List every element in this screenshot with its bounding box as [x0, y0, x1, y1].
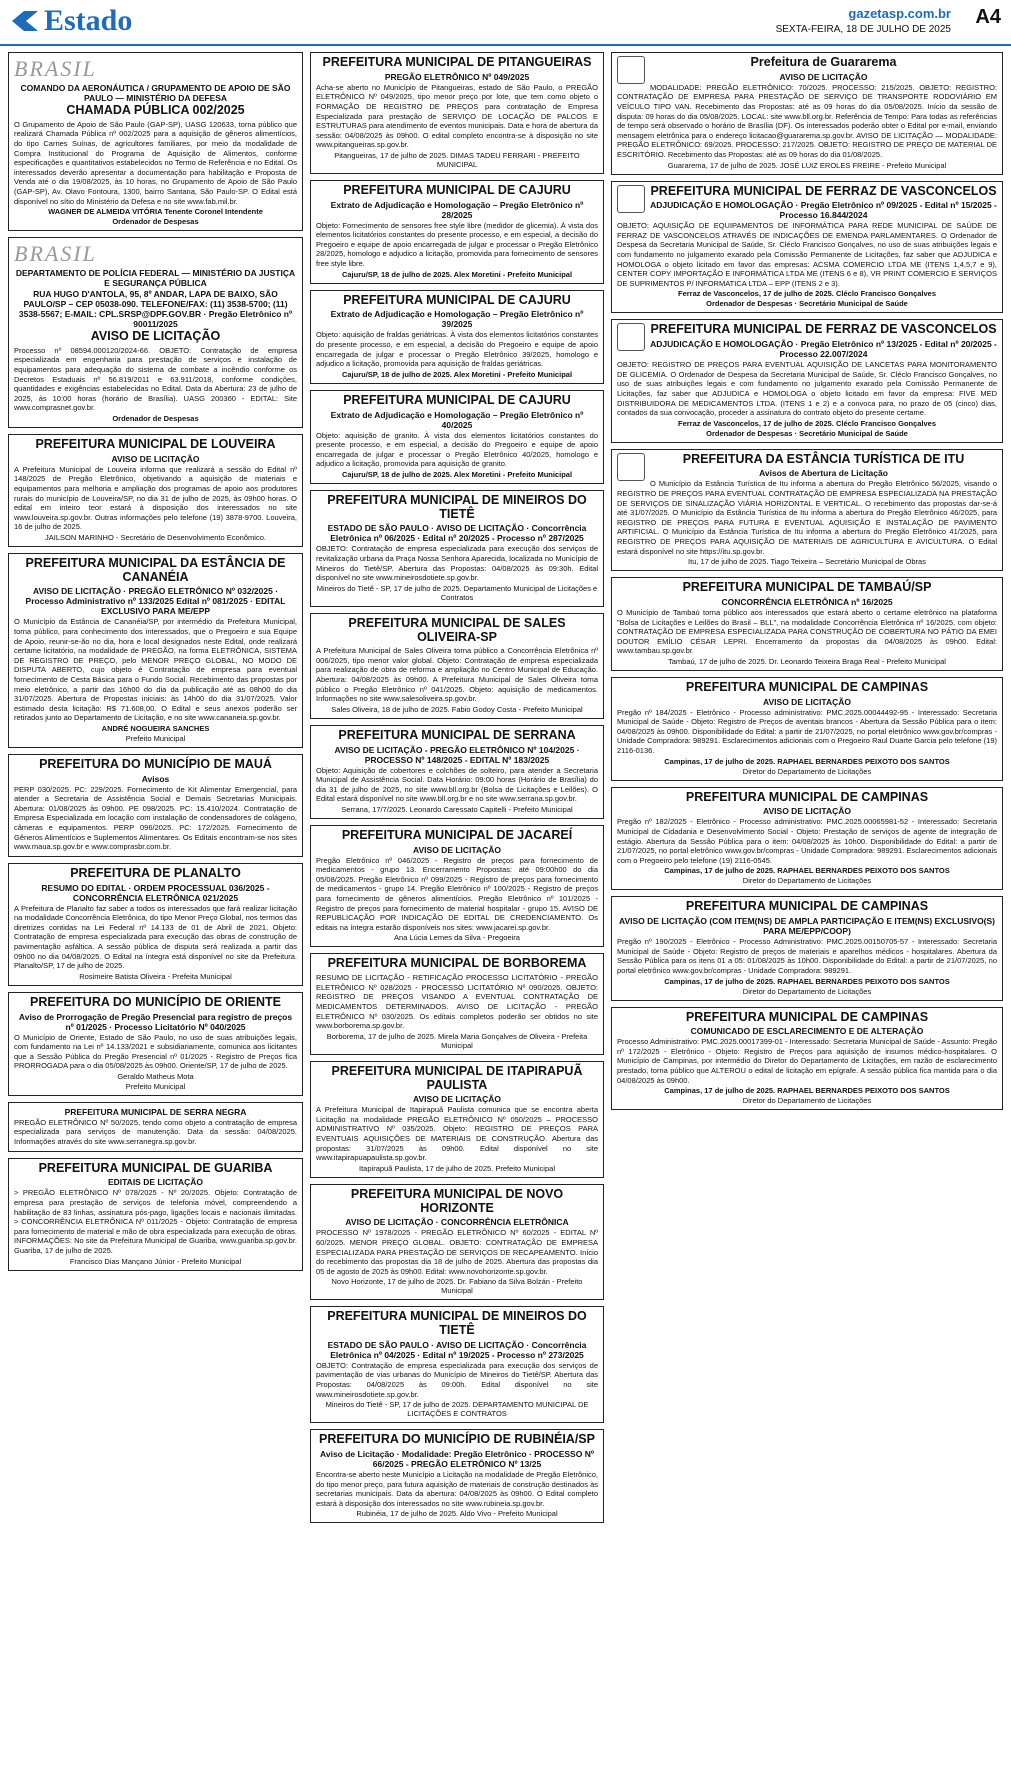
notice-title: PREFEITURA MUNICIPAL DE BORBOREMA — [327, 956, 587, 971]
notice-signature: Ferraz de Vasconcelos, 17 de julho de 2025. Cléclo Francisco Gonçalves — [677, 289, 937, 299]
notice-signature: Itapirapuã Paulista, 17 de julho de 2025. Prefeito Municipal — [359, 1163, 555, 1173]
notice-novo-horizonte — [310, 1184, 604, 1300]
notice-signature: Geraldo Matheus Mota — [117, 1071, 194, 1081]
governo-federal-logo: BRASIL — [14, 241, 97, 267]
itu-coat-of-arms-icon — [617, 453, 645, 481]
page-number: A4 — [975, 6, 1001, 28]
notice-subtitle: AVISO DE LICITAÇÃO — [413, 844, 501, 855]
notice-role: Ordenador de Despesas — [112, 414, 199, 423]
notice-ferraz-09 — [611, 181, 1003, 314]
notice-title: PREFEITURA MUNICIPAL DE MINEIROS DO TIETÊ — [327, 492, 587, 521]
notice-subtitle: ADJUDICAÇÃO E HOMOLOGAÇÃO · Pregão Eletrônico nº 09/2025 - Edital nº 15/2025 - Processo 16.844/2024 — [650, 200, 997, 221]
notice-signature: Cajuru/SP, 18 de julho de 2025. Alex Moretini - Prefeito Municipal — [341, 269, 573, 279]
notice-signature: Sales Oliveira, 18 de julho de 2025. Fabio Godoy Costa - Prefeito Municipal — [331, 704, 583, 714]
notice-campinas-184 — [611, 677, 1003, 781]
notice-body: PROCESSO Nº 1978/2025 - PREGÃO ELETRÔNICO Nº 60/2025 - EDITAL Nº 60/2025. MENOR PREÇO GLOBAL. OBJETO: CONTRATAÇÃO DE EMPRESA ESPECIALIZADA PARA PRESTAÇÃO DE SERVIÇOS DE RECAPEAMENTO. Início do recebimento das propostas dia 18 de julho de 2025. Abertura das propostas dia 05 de agosto de 2025 às 09h00. Edital: www.novohorizonte.sp.gov.br. — [316, 1228, 598, 1276]
notice-title: PREFEITURA DO MUNICÍPIO DE ORIENTE — [30, 994, 281, 1009]
notice-role: Prefeito Municipal — [125, 733, 186, 743]
notice-body: Processo Administrativo: PMC.2025.00017399-01 - Interessado: Secretaria Municipal de Saúde - Assunto: Pregão nº 172/2025 - Eletrônico - Objeto: Registro de Preços para aquisição de insumos médico-hospitalares. O Município de Campinas, por intermédio do Diretor do Departamento de Licitações, em razão de esclarecimento prestado, torna público que ALTEROU o edital de licitação em epígrafe. A sessão pública fica mantida para o dia 04/08/2025 às 09h00. — [617, 1037, 997, 1085]
notice-role: Ordenador de Despesas · Secretário Municipal de Saúde — [706, 299, 908, 309]
notice-body: PERP 030/2025. PC: 229/2025. Fornecimento de Kit Alimentar Emergencial, para atender a Secretaria de Assistência Social e Demais Secretarias Municipais. Abertura: 01/08/2025 às 09h00. PE 098/2025. PC: 15.410/2024. Contratação de Empresa Especializada em locação com instalação de condensadores de colágeno, câmeras e equipamentos. PERP 096/2025. PC: 172/2025. Fornecimento de Gêneros Alimentícios e Suplementos Alimentares. Os Editais encontram-se nos sites www.maua.sp.gov.br e www.comprasbr.com.br. — [14, 784, 297, 852]
gazeta-logo-icon — [10, 9, 40, 33]
notice-campinas-190 — [611, 896, 1003, 1000]
notice-subtitle: RUA HUGO D'ANTOLA, 95, 8º ANDAR, LAPA DE BAIXO, SÃO PAULO/SP – CEP 05038-090. TELEFONE/FAX: (11) 3538-5700; (11) 3538-5567; E-MAIL: CPL.SRSP@DPF.GOV.BR · Pregão Eletrônico nº 90011/2025 — [18, 289, 293, 330]
notice-title: PREFEITURA MUNICIPAL DE SERRA NEGRA — [64, 1106, 247, 1117]
notice-title: Prefeitura de Guararema — [750, 55, 897, 69]
notice-body: Objeto: Aquisição de cobertores e colchões de solteiro, para atender a Secretaria Municipal de Assistência Social. Data Horário: 09:00 horas (Horário de Brasília) do dia 31 de julho de 2025, no site www.bll.org.br (Bolsa de Licitações e Leilões). O Edital estará disponível no site www.bll.org.br e no site www.serrana.sp.gov.br. — [316, 765, 598, 804]
notice-subtitle: AVISO DE LICITAÇÃO · PREGÃO ELETRÔNICO Nº 032/2025 · Processo Administrativo nº 133/2025 Edital nº 081/2025 · EDITAL EXCLUSIVO PARA ME/EPP — [25, 586, 286, 617]
notice-mineiros-06 — [310, 490, 604, 607]
notice-subtitle: AVISO DE LICITAÇÃO — [763, 806, 851, 817]
notice-signature: Rubinéia, 17 de julho de 2025. Aldo Vivo - Prefeito Municipal — [356, 1509, 558, 1519]
notice-title: PREFEITURA MUNICIPAL DE NOVO HORIZONTE — [350, 1186, 564, 1215]
notice-planalto — [8, 863, 303, 986]
notice-signature: ANDRÉ NOGUEIRA SANCHES — [101, 723, 210, 733]
notice-body: Objeto: Fornecimento de sensores free style libre (medidor de glicemia). À vista dos elementos licitatórios constantes do presente processo, e em especial, a decisão do Pregoeiro e equipe de apoio encarregada de julgar e processar o Pregão Eletrônico 28/2025, homologo e adjudico a licitação, promovida para fornecimento de sensores free style libre. — [316, 220, 598, 269]
notice-title: PREFEITURA MUNICIPAL DE SERRANA — [338, 727, 576, 742]
notice-body: > PREGÃO ELETRÔNICO Nº 078/2025 - Nº 20/2025. Objeto: Contratação de empresa para prestação de serviços de telefonia móvel, compreendendo a habilitação de 83 linhas, assinatura pós-pago, ligações locais e nacionais ilimitadas. > CONCORRÊNCIA ELETRÔNICA Nº 011/2025 - Objeto: Contratação de empresa para fornecimento de material e mão de obra especializada para execução de obras. INFORMAÇÕES: No site da Prefeitura Municipal de Guariba, www.guariba.sp.gov.br. Guariba, 17 de julho de 2025. — [14, 1188, 297, 1255]
notice-title: PREFEITURA DA ESTÂNCIA TURÍSTICA DE ITU — [682, 451, 965, 466]
notice-mineiros-04 — [310, 1306, 604, 1423]
notice-subtitle: AVISO DE LICITAÇÃO — [111, 453, 200, 464]
notice-subtitle: AVISO DE LICITAÇÃO - PREGÃO ELETRÔNICO Nº 104/2025 · PROCESSO Nº 148/2025 - EDITAL Nº 183/2025 — [334, 744, 580, 765]
column-3 — [611, 52, 1003, 1776]
notice-subtitle: AVISO DE LICITAÇÃO — [779, 71, 868, 82]
notice-cajuru-39 — [310, 290, 604, 384]
notice-guararema — [611, 52, 1003, 175]
notice-title: PREFEITURA MUNICIPAL DE CAMPINAS — [685, 789, 929, 804]
notice-role: Prefeito Municipal — [125, 1081, 186, 1091]
notice-org: COMANDO DA AERONÁUTICA / GRUPAMENTO DE APOIO DE SÃO PAULO — MINISTÉRIO DA DEFESA — [20, 83, 291, 103]
notice-body: O Grupamento de Apoio de São Paulo (GAP-SP), UASG 120633, torna público que realizará Chamada Pública nº 002/2025 para a aquisição de gêneros alimentícios, do tipo Carnes Suínas, de agricultores familiares, por meio da modalidade de Compra Institucional do Programa de Aquisição de Alimentos, conforme especificações e quantitativos estabelecidos no Termo de Referência e no Edital. Os interessados deverão apresentar a documentação para habilitação e Proposta de Venda até o dia 19/08/2025, às 10 horas, no Grupamento de Apoio de São Paulo (GAP-SP), Av. Olavo Fontoura, 1300, bairro Santana, São Paulo-SP. O Edital está disponível no sítio do Ministério da Defesa e no site www.fab.mil.br. — [14, 119, 297, 206]
notice-title: PREFEITURA MUNICIPAL DE FERRAZ DE VASCONCELOS — [650, 322, 997, 337]
notice-body: Objeto: aquisição de fraldas geriátricas. À vista dos elementos licitatórios constantes do presente processo, e em especial, a decisão do Pregoeiro e equipe de apoio encarregada de julgar e processar o Pregão Eletrônico 39/2025, homologo e adjudico a licitação, promovida para aquisição de fraldas geriátricas. — [316, 330, 598, 369]
notice-signature: Mineiros do Tietê - SP, 17 de julho de 2025. DEPARTAMENTO MUNICIPAL DE LICITAÇÕES E CONTRATOS — [325, 1400, 589, 1419]
notice-subtitle: ESTADO DE SÃO PAULO · AVISO DE LICITAÇÃO · Concorrência Eletrônica nº 04/2025 · Edital nº 19/2025 - Processo nº 273/2025 — [327, 1339, 587, 1360]
notice-subtitle: ADJUDICAÇÃO E HOMOLOGAÇÃO · Pregão Eletrônico nº 13/2025 - Edital nº 20/2025 - Processo 22.007/2024 — [650, 339, 997, 360]
notice-title: PREFEITURA MUNICIPAL DE CAMPINAS — [685, 679, 929, 694]
notice-signature: WAGNER DE ALMEIDA VITÓRIA Tenente Coronel Intendente — [48, 207, 263, 217]
notice-signature: Novo Horizonte, 17 de julho de 2025. Dr. Fabiano da Silva Bolzán - Prefeito Municipal — [331, 1277, 583, 1296]
notice-body: A Prefeitura Municipal de Sales Oliveira torna público a Concorrência Eletrônica nº 006/2025, tipo menor valor global. Objeto: Contratação de empresa especializada para realização de obra de reforma e ampliação no Centro Municipal de Educação. Abertura: 04/08/2025 às 09h00. A Prefeitura Municipal de Sales Oliveira torna público o Pregão Eletrônico nº 041/2025. Objeto: aquisição de medicamentos. Informações no site www.salesoliveira.sp.gov.br. — [316, 646, 598, 704]
notice-oriente — [8, 992, 303, 1096]
notice-body: O Município da Estância Turística de Itu informa a abertura do Pregão Eletrônico 56/2025, visando o REGISTRO DE PREÇOS PARA EVENTUAL CONTRATAÇÃO DE EMPRESA ESPECIALIZADA NA PRESTAÇÃO DE SERVIÇOS DE SINALIZAÇÃO VIÁRIA HORIZONTAL E VERTICAL. O recebimento das propostas dar-se-á até 31/07/2025. O Município da Estância Turística de Itu informa a abertura do Pregão Eletrônico 46/2025, para REGISTRO DE PREÇOS PARA FUTURA E EVENTUAL AQUISIÇÃO E INSTALAÇÃO DE PAVIMENTO ARTIFICIAL. O Município da Estância Turística de Itu informa a abertura do Pregão Eletrônico 41/2025, para REGISTRO DE PREÇOS PARA AQUISIÇÃO DE MATERIAIS DE AGRICULTURA E AVICULTURA. O Edital estará disponível no site https://itu.sp.gov.br. — [617, 479, 997, 556]
notice-maua — [8, 754, 303, 857]
notice-body: RESUMO DE LICITAÇÃO - RETIFICAÇÃO PROCESSO LICITATÓRIO - PREGÃO ELETRÔNICO Nº 028/2025 - PROCESSO LICITATÓRIO Nº 090/2025. OBJETO: REGISTRO DE PREÇOS VISANDO A EVENTUAL CONTRATAÇÃO DE MEDICAMENTOS DETERMINADOS. AVISO DE LICITAÇÃO - PREGÃO ELETRÔNICO Nº 030/2025. Os editais completos poderão ser obtidos no site www.borborema.sp.gov.br. — [316, 973, 598, 1031]
notice-subtitle: AVISO DE LICITAÇÃO — [763, 696, 851, 707]
notice-body: Objeto: aquisição de granito. À vista dos elementos licitatórios constantes do presente processo, e em especial, a decisão do Pregoeiro e equipe de apoio encarregada de julgar e processar o Pregão Eletrônico 40/2025, homologo e adjudico a licitação, promovida para aquisição de granito. — [316, 430, 598, 469]
notice-signature: Campinas, 17 de julho de 2025. RAPHAEL BERNARDES PEIXOTO DOS SANTOS — [664, 976, 950, 986]
notice-title: PREFEITURA DO MUNICÍPIO DE RUBINÉIA/SP — [319, 1432, 595, 1447]
notice-title: PREFEITURA MUNICIPAL DE TAMBAÚ/SP — [682, 580, 932, 595]
notice-sales-oliveira — [310, 613, 604, 719]
notice-body: Pregão nº 182/2025 - Eletrônico - Processo administrativo: PMC.2025.00065981-52 - Interessado: Secretaria Municipal de Cidadania e Desenvolvimento Social - Objeto: Prestação de serviços de agente de integração de estágio. Abertura da Sessão Pública para o item: 04/08/2025 às 10h00. Disponibilidade do Edital: a partir de 21/07/2025, no portal eletrônico www.gov.br/compras - Unidade Compradora: 989291. Esclarecimentos adicionais com o Pregoeiro pelo telefone (19) 2116-0545. — [617, 817, 997, 865]
notice-signature: Itu, 17 de julho de 2025. Tiago Teixeira – Secretário Municipal de Obras — [688, 557, 926, 567]
notice-role: Diretor do Departamento de Licitações — [742, 876, 872, 886]
notice-body: Processo nº 08594.000120/2024-66. OBJETO: Contratação de empresa especializada em engenharia para prestação de serviços e instalação de equipamentos para adequação do sistema de combate a incêndio conforme os Decretos Estaduais nº 56.819/2011 e 63.911/2018, conforme condições, quantidades e exigências estabelecidas no Edital. Data da Abertura: 23 de julho de 2025, às 10:00 horas (horário de Brasília). UASG 200360 - EDITAL: Site www.comprasnet.gov.br. — [14, 345, 297, 413]
notice-body: O Município de Tambaú torna público aos interessados que estará aberto o certame eletrônico na plataforma "Bolsa de Licitações e Leilões do Brasil – BLL", na modalidade Concorrência Eletrônica nº 16/2025, com objeto: CONTRATAÇÃO DE EMPRESA ESPECIALIZADA PARA CONSTRUÇÃO DE COBERTURA NO PÁTIO DA EMEI DOUTOR EMÍLIO CÉSAR LEPRI. Encerramento da propostas dia 04/08/2025 às 09h00. Edital: www.tambau.sp.gov.br. — [617, 607, 997, 656]
ferraz-coat-of-arms-icon — [617, 323, 645, 351]
notice-signature: Campinas, 17 de julho de 2025. RAPHAEL BERNARDES PEIXOTO DOS SANTOS — [664, 866, 950, 876]
notice-role: Diretor do Departamento de Licitações — [742, 766, 872, 776]
edition-date: SEXTA-FEIRA, 18 DE JULHO DE 2025 — [775, 24, 951, 35]
notice-guariba — [8, 1158, 303, 1271]
notice-subtitle: AVISO DE LICITAÇÃO (COM ITEM(NS) DE AMPLA PARTICIPAÇÃO E ITEM(NS) EXCLUSIVO(S) PARA ME/EPP/COOP) — [618, 916, 996, 937]
notice-title: AVISO DE LICITAÇÃO — [90, 329, 221, 344]
ferraz-coat-of-arms-icon — [617, 185, 645, 213]
notice-subtitle: EDITAIS DE LICITAÇÃO — [107, 1177, 204, 1188]
notice-title: CHAMADA PÚBLICA 002/2025 — [66, 103, 245, 117]
notice-role: Ordenador de Despesas · Secretário Municipal de Saúde — [706, 428, 908, 438]
notice-serrana — [310, 725, 604, 819]
notice-itapirapua — [310, 1061, 604, 1178]
notice-body: OBJETO: Contratação de empresa especializada para execução dos serviços de revitalização urbana da Praça Nossa Senhora Aparecida, localizada no Município de Mineiros do Tietê/SP. Abertura das Propostas: 04/08/2025 às 09:30h. Edital disponível no site www.mineirosdotiete.sp.gov.br. — [316, 544, 598, 583]
notice-signature: Ferraz de Vasconcelos, 17 de julho de 2025. Cléclo Francisco Gonçalves — [677, 418, 937, 428]
notice-signature: Borborema, 17 de julho de 2025. Mirela Maria Gonçalves de Oliveira - Prefeita Municipal — [326, 1031, 588, 1050]
notice-subtitle: RESUMO DO EDITAL · ORDEM PROCESSUAL 036/2025 - CONCORRÊNCIA ELETRÔNICA 021/2025 — [41, 882, 270, 903]
notice-itu — [611, 449, 1003, 572]
notice-title: PREFEITURA MUNICIPAL DE JACAREÍ — [341, 827, 573, 842]
notice-tambau — [611, 577, 1003, 671]
notice-cajuru-40 — [310, 390, 604, 484]
notice-subtitle: AVISO DE LICITAÇÃO — [413, 1094, 501, 1105]
notice-signature: Rosimeire Batista Oliveira - Prefeita Municipal — [79, 971, 232, 981]
guararema-coat-of-arms-icon — [617, 56, 645, 84]
notice-title: PREFEITURA MUNICIPAL DE CAJURU — [343, 182, 571, 197]
notice-body: OBJETO: REGISTRO DE PREÇOS PARA EVENTUAL AQUISIÇÃO DE LANCETAS PARA MONITORAMENTO DE GLICEMIA. O Ordenador de Despesa da Secretaria Municipal de Saúde, Sr. Cléclo Francisco Gonçalves, no uso de suas atribuições legais e com fundamento no julgamento exarado pela Comissão Permanente de Licitações, faz saber que ADJUDICA e HOMOLOGA o objeto licitado em favor da empresa: FIVE MED DISTRIBUIDORA DE MEDICAMENTOS LTDA. (ITENS 1 e 2) e a convoca para, no prazo de 05 (cinco) dias, contados da sua convocação, proceder a assinatura do contrato objeto do presente certame. — [617, 360, 997, 418]
notice-title: PREFEITURA MUNICIPAL DE LOUVEIRA — [35, 437, 276, 451]
notice-jacarei — [310, 825, 604, 948]
notice-body: A Prefeitura de Planalto faz saber a todos os interessados que fará realizar licitação na modalidade Concorrência Eletrônica, do tipo Menor Preço Global, nos termos das diretrizes contidas na Lei Federal nº 14.133 de 01 de Abril de 2021. Objeto: Contratação de empresa especializada para execução das obras de construção de pavimentação asfáltica. A sessão pública de disputa será realizada a partir das 09h00 no dia 04/08/2025. O Edital na íntegra está disponível no site da Prefeitura. Planalto/SP, 17 de julho de 2025. — [14, 903, 297, 971]
notice-title: PREFEITURA MUNICIPAL DA ESTÂNCIA DE CANANÉIA — [25, 555, 286, 584]
notice-title: PREFEITURA MUNICIPAL DE CAJURU — [343, 392, 571, 407]
notice-role: Diretor do Departamento de Licitações — [742, 1096, 872, 1106]
notice-campinas-182 — [611, 787, 1003, 891]
notice-subtitle: Aviso de Prorrogação de Pregão Presencial para registro de preços nº 01/2025 · Processo Licitatório Nº 040/2025 — [18, 1011, 293, 1032]
site-url[interactable]: gazetasp.com.br — [848, 6, 951, 21]
notice-body: A Prefeitura Municipal de Louveira informa que realizará a sessão do Edital nº 148/2025 de Pregão Eletrônico, objetivando a aquisição de materiais e equipamentos para melhoria e ampliação dos programas de apoio aos produtores rurais do município de Louveira/SP, no dia 31 de julho de 2025, às 09h00 horas. O edital em inteiro teor estará à disposição dos interessados no site www.louveira.sp.gov.br. Outras informações pelo telefone (19) 3878-9700. Louveira, 16 de julho de 2025. — [14, 464, 297, 532]
notice-org: DEPARTAMENTO DE POLÍCIA FEDERAL — MINISTÉRIO DA JUSTIÇA E SEGURANÇA PÚBLICA — [15, 268, 296, 289]
notice-title: PREFEITURA MUNICIPAL DE FERRAZ DE VASCONCELOS — [650, 183, 997, 198]
notice-subtitle: Aviso de Licitação · Modalidade: Pregão Eletrônico · PROCESSO Nº 66/2025 - PREGÃO ELETRÔNICO Nº 13/25 — [320, 1448, 594, 1469]
notice-subtitle: Avisos de Abertura de Licitação — [759, 468, 888, 479]
notice-signature: Guararema, 17 de julho de 2025. JOSÉ LUIZ EROLES FREIRE - Prefeito Municipal — [667, 160, 947, 170]
notice-body: Acha-se aberto no Município de Pitangueiras, estado de São Paulo, o PREGÃO ELETRÔNICO Nº 049/2025, tipo menor preço por lote, que tem como objeto o FORMAÇÃO DE REGISTRO DE PREÇOS para contratação de Empresa Especializada para prestação de SERVIÇO DE LOCAÇÃO DE PALCOS E ESTRUTURAS para atendimento de eventos municipais. Data e hora de abertura da sessão: 04/08/2025 às 09h00. O edital completo encontra-se à disposição no site www.pitangueiras.sp.gov.br. — [316, 82, 598, 150]
notice-body: OBJETO: Contratação de empresa especializada para execução dos serviços de pavimentação de vias urbanas do Município de Mineiros do Tietê/SP. Abertura das Propostas: 04/08/2025 às 09:00h. Edital disponível no site www.mineirosdotiete.sp.gov.br. — [316, 1360, 598, 1399]
notice-body: OBJETO: AQUISIÇÃO DE EQUIPAMENTOS DE INFORMÁTICA PARA REDE MUNICIPAL DE SAÚDE DE FERRAZ DE VASCONCELOS ATRAVÉS DE INDICAÇÕES DE EMENDA PARLAMENTARES. O Ordenador de Despesa da Secretaria Municipal de Saúde, Sr. Cléclo Francisco Gonçalves, no uso de suas atribuições legais e com fundamento no julgamento exarado pela Comissão Permanente de Licitações, faz saber que ADJUDICA e HOMOLOGA o objeto licitado em favor das empresas: ACSMA COMERCIO LTDA ME (ITENS 1,4,5,7 e 9), CENTER COPY IMPORTAÇÃO E INFORMÁTICA LTDA ME (ITENS 6 e 8), VR PRINT COMERCIO E SERVIÇOS DE SUPRIMENTOS P/ INFORMATICA LTDA – EPP (ITENS 2 e 3). — [617, 221, 997, 288]
notice-body: O Município da Estância de Cananéia/SP, por intermédio da Prefeitura Municipal, torna público, para conhecimento dos interessados, que o Pregoeiro e sua Equipe de Apoio, reunir-se-ão no dia, hora e local designados neste Edital, onde realizará certame licitatório, na modalidade de PREGÃO, na forma ELETRÔNICA, SISTEMA DE REGISTRO DE PREÇO, pelo MENOR PREÇO GLOBAL, NO MODO DE DISPUTA ABERTO, cujo objeto é Contratação de empresa para eventual fornecimento de Cesta Básica para o Fundo Social. Recebimento das propostas por meio eletrônico, a partir das 16h00 do dia da publicação até as 08h00 do dia 31/07/2025. Abertura de Propostas iniciais: às 14h00 do dia 31/07/2025. Valor estimado desta licitação: R$ 71.608,00. O Edital e seus anexos poderão ser retirados junto ao Departamento de Licitação, e no site www.cananeia.sp.gov.br. — [14, 617, 297, 723]
notice-subtitle: Extrato de Adjudicação e Homologação – Pregão Eletrônico nº 40/2025 — [330, 409, 584, 430]
notice-signature: JAILSON MARINHO - Secretário de Desenvolvimento Econômico. — [45, 532, 266, 542]
notice-signature: Tambaú, 17 de julho de 2025. Dr. Leonardo Teixeira Braga Real - Prefeito Municipal — [668, 656, 946, 666]
notice-body: O Município de Oriente, Estado de São Paulo, no uso de suas atribuições legais, com fundamento na Lei nº 14.133/2021 e subsidiariamente, comunica aos licitantes que a Sessão Pública do Pregão Presencial nº 01/2025 - Registro de Preços fica PRORROGADA para o dia 05/08/2025 às 09h00. Oriente/SP, 17 de julho de 2025. — [14, 1032, 297, 1071]
notice-title: PREFEITURA MUNICIPAL DE ITAPIRAPUÃ PAULISTA — [331, 1063, 583, 1092]
notice-title: PREFEITURA MUNICIPAL DE GUARIBA — [38, 1160, 273, 1175]
notice-role: Ordenador de Despesas — [112, 217, 199, 227]
notice-policia-federal — [8, 237, 303, 428]
notice-title: PREFEITURA MUNICIPAL DE SALES OLIVEIRA-SP — [348, 615, 566, 644]
notice-signature: Campinas, 17 de julho de 2025. RAPHAEL BERNARDES PEIXOTO DOS SANTOS — [664, 756, 950, 766]
notice-aeronautica — [8, 52, 303, 231]
notice-subtitle: Extrato de Adjudicação e Homologação – Pregão Eletrônico nº 28/2025 — [330, 199, 584, 220]
notice-campinas-comunicado — [611, 1007, 1003, 1111]
notice-subtitle: AVISO DE LICITAÇÃO · CONCORRÊNCIA ELETRÔNICA — [345, 1217, 569, 1228]
notice-title: PREFEITURA MUNICIPAL DE CAMPINAS — [685, 1009, 929, 1024]
notice-body: Pregão nº 184/2025 - Eletrônico - Processo administrativo: PMC.2025.00044492-95 - Interessado: Secretaria Municipal de Saúde - Objeto: Registro de Preços de aventais brancos - Abertura da Sessão Pública para o item: 04/08/2025 às 09h00. Disponibilidade do Edital: a partir de 21/07/2025, no portal eletrônico www.gov.br/compras - Unidade Compradora: 989291. Esclarecimentos adicionais com o Pregoeiro Raul Duarte Garcia pelo telefone (19) 2116-0136. — [617, 707, 997, 756]
notice-body: A Prefeitura Municipal de Itapirapuã Paulista comunica que se encontra aberta Licitação na modalidade PREGÃO ELETRÔNICO Nº 050/2025 – PROCESSO ADMINISTRATIVO Nº 035/2025. Objeto: REGISTRO DE PREÇOS PARA EVENTUAIS AQUISIÇÕES DE MATERIAIS DE CONSTRUÇÃO. Abertura das propostas: 31/07/2025 às 09h00. Edital disponível no site www.itapirapuapaulista.sp.gov.br. — [316, 1105, 598, 1163]
notice-louveira — [8, 434, 303, 547]
notice-signature: Cajuru/SP, 18 de julho de 2025. Alex Moretini - Prefeito Municipal — [341, 469, 573, 479]
notice-signature: Serrana, 17/7/2025. Leonardo Caressato Capitelli - Prefeito Municipal — [341, 804, 573, 814]
notice-cajuru-28 — [310, 180, 604, 284]
notice-subtitle: Avisos — [141, 773, 170, 784]
notice-signature: Ana Lúcia Lemes da Silva - Pregoeira — [394, 933, 520, 943]
notice-borborema — [310, 953, 604, 1054]
notice-title: PREFEITURA MUNICIPAL DE CAMPINAS — [685, 899, 929, 914]
notice-signature: Cajuru/SP, 18 de julho de 2025. Alex Moretini - Prefeito Municipal — [341, 369, 573, 379]
notice-signature: Pitangueiras, 17 de julho de 2025. DIMAS TADEU FERRARI - PREFEITO MUNICIPAL — [334, 150, 580, 169]
column-2 — [310, 52, 604, 1776]
page-header — [0, 0, 1011, 46]
notice-title: PREFEITURA DO MUNICÍPIO DE MAUÁ — [39, 756, 272, 771]
notice-title: PREFEITURA MUNICIPAL DE CAJURU — [343, 292, 571, 307]
notice-body: Pregão nº 190/2025 - Eletrônico - Processo Administrativo: PMC.2025.00150705-57 - Interessado: Secretaria Municipal de Saúde - Objeto: Registro de preços de materiais e aparelhos médicos - hospitalares. Abertura da Sessão Pública para os itens 01 a 05: 01/08/2025 às 10h00. Disponibilidade do Edital: a partir de 21/07/2025, no portal eletrônico www.gov.br/compras - Unidade Compradora: 989291. — [617, 937, 997, 975]
notice-signature: Francisco Dias Mançano Júnior - Prefeito Municipal — [69, 1256, 242, 1266]
notice-subtitle: Extrato de Adjudicação e Homologação – Pregão Eletrônico nº 39/2025 — [330, 309, 584, 330]
notice-body: PREGÃO ELETRÔNICO Nº 50/2025, tendo como objeto a contratação de empresa especializada para serviços de manutenção. Data da sessão: 04/08/2025. Informações através do site www.serranegra.sp.gov.br. — [14, 1117, 297, 1147]
notice-body: MODALIDADE: PREGÃO ELETRÔNICO: 70/2025. PROCESSO: 215/2025. OBJETO: REGISTRO: CONTRATAÇÃO DE EMPRESA PARA PRESTAÇÃO DE SERVIÇO DE TRANSPORTE RODOVIÁRIO EM VEÍCULO TIPO VAN. Recebimento das Propostas: até as 09 horas do dia 05/08/2025. Início da sessão de disputa: 09 horas do dia 05/08/2025. LOCAL: site www.bll.org.br. Referência de Tempo: Para todas as referências de tempo será observado o horário de Brasília (DF). Os interessados poderão obter o Edital por e-mail, enviando mensagem eletrônica para o endereço licitacao@guararema.sp.gov.br. AVISO DE LICITAÇÃO — MODALIDADE: PREGÃO ELETRÔNICO: 69/2025. PROCESSO: 217/2025. OBJETO: REGISTRO DE PREÇO DE MATERIAL DE ESCRITÓRIO. Recebimento das Propostas: até as 09 horas do dia 01/08/2025. — [617, 82, 997, 159]
notice-cananeia — [8, 553, 303, 748]
notice-subtitle: CONCORRÊNCIA ELETRÔNICA nº 16/2025 — [721, 596, 893, 607]
notice-signature: Mineiros do Tietê - SP, 17 de julho de 2025. Departamento Municipal de Licitações e Contratos — [316, 583, 598, 602]
masthead-logo: Estado — [10, 4, 132, 38]
notice-role: Diretor do Departamento de Licitações — [742, 986, 872, 996]
notice-body: Pregão Eletrônico nº 046/2025 - Registro de preços para fornecimento de medicamentos - grupo 13. Encerramento Propostas: até 09:00h00 do dia 05/08/2025. Pregão Eletrônico nº 099/2025 - Registro de preços para fornecimento de medicamentos - grupo 14. Pregão Eletrônico nº 100/2025 - Registro de preços para fornecimento de gêneros alimentícios. Pregão Eletrônico nº 101/2025 - Registro de preços para fornecimento de material hospitalar - grupo 15. AVISO DE REPUBLICAÇÃO POR INDICAÇÃO DE EDITAL DE CREDENCIAMENTO. Os editais na íntegra estarão disponíveis nos sites: www.jacarei.sp.gov.br. — [316, 855, 598, 932]
notice-title: PREFEITURA MUNICIPAL DE PITANGUEIRAS — [322, 55, 592, 69]
notice-rubineia — [310, 1429, 604, 1523]
column-1 — [8, 52, 303, 1776]
notice-signature: Campinas, 17 de julho de 2025. RAPHAEL BERNARDES PEIXOTO DOS SANTOS — [664, 1086, 950, 1096]
notice-subtitle: COMUNICADO DE ESCLARECIMENTO E DE ALTERAÇÃO — [690, 1026, 924, 1037]
notice-title: PREFEITURA MUNICIPAL DE MINEIROS DO TIETÊ — [327, 1309, 587, 1338]
notice-pitangueiras — [310, 52, 604, 174]
notice-serra-negra — [8, 1102, 303, 1152]
notice-subtitle: PREGÃO ELETRÔNICO Nº 049/2025 — [384, 71, 530, 82]
notice-ferraz-13 — [611, 319, 1003, 442]
notice-body: Encontra-se aberto neste Município a Licitação na modalidade de Pregão Eletrônico, do tipo menor preço, para futura aquisição de materiais de construção destinados às secretarias municipais. Data da abertura: 04/08/2025 às 09h00. O Edital completo estará à disposição dos interessados no site www.rubineia.sp.gov.br. — [316, 1469, 598, 1508]
notice-subtitle: ESTADO DE SÃO PAULO · AVISO DE LICITAÇÃO · Concorrência Eletrônica nº 06/2025 · Edital nº 20/2025 - Processo nº 287/2025 — [327, 523, 587, 544]
governo-federal-logo: BRASIL — [14, 56, 97, 81]
notice-title: PREFEITURA DE PLANALTO — [70, 865, 241, 880]
